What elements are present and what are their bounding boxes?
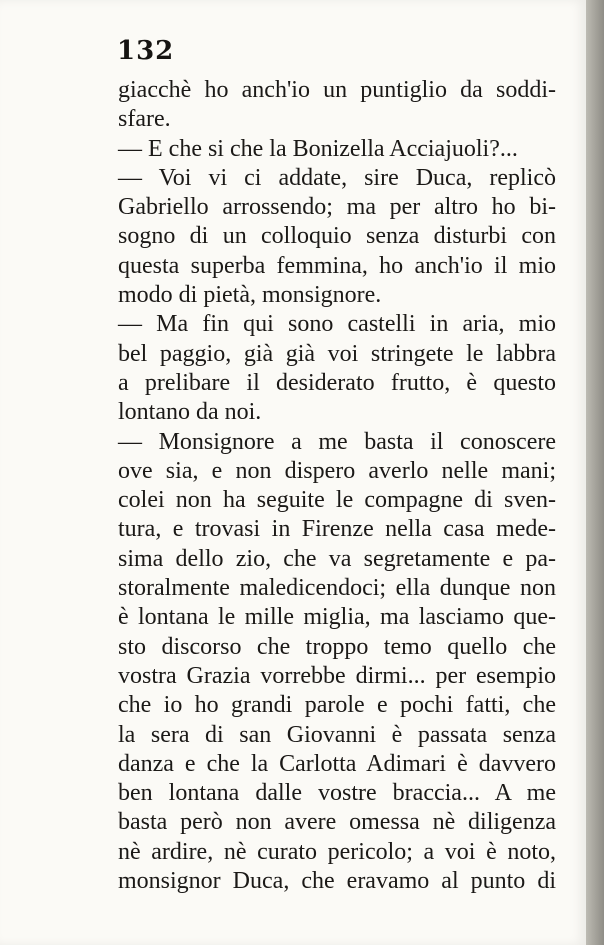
text-line: sfare. xyxy=(118,106,171,133)
text-line: colei non ha seguite le compagne di sven- xyxy=(118,487,556,514)
text-line: la sera di san Giovanni è passata senza xyxy=(118,721,556,748)
text-line: che io ho grandi parole e pochi fatti, che xyxy=(118,692,556,719)
text-line: — Voi vi ci addate, sire Duca, replicò xyxy=(118,164,556,191)
text-line: sogno di un colloquio senza disturbi con xyxy=(118,223,556,250)
text-line: è lontana le mille miglia, ma lasciamo que- xyxy=(118,604,556,631)
text-line: monsignor Duca, che eravamo al punto di xyxy=(118,868,556,895)
text-line: nè ardire, nè curato pericolo; a voi è noto, xyxy=(118,838,556,865)
text-line: storalmente maledicendoci; ella dunque non xyxy=(118,575,556,602)
text-line: tura, e trovasi in Firenze nella casa mede- xyxy=(118,516,556,543)
body-text xyxy=(118,76,556,896)
text-line: ben lontana dalle vostre braccia... A me xyxy=(118,780,556,807)
text-line: danza e che la Carlotta Adimari è davvero xyxy=(118,750,556,777)
text-line: giacchè ho anch'io un puntiglio da soddi- xyxy=(118,77,556,103)
text-line: modo di pietà, monsignore. xyxy=(118,282,382,309)
text-line: — Ma fin qui sono castelli in aria, mio xyxy=(118,311,556,338)
text-line: — Monsignore a me basta il conoscere xyxy=(118,428,556,455)
text-line: bel paggio, già già voi stringete le labbra xyxy=(118,340,556,367)
text-line: vostra Grazia vorrebbe dirmi... per esempio xyxy=(118,662,556,689)
text-line: — E che si che la Bonizella Acciajuoli?... xyxy=(118,135,518,162)
text-line: sto discorso che troppo temo quello che xyxy=(118,633,556,660)
text-line: ove sia, e non dispero averlo nelle mani; xyxy=(118,457,556,484)
text-line: Gabriello arrossendo; ma per altro ho bi- xyxy=(118,194,556,221)
page-number: 132 xyxy=(117,36,175,66)
text-line: sima dello zio, che va segretamente e pa- xyxy=(118,545,556,572)
text-line: a prelibare il desiderato frutto, è questo xyxy=(118,369,556,396)
text-line: basta però non avere omessa nè diligenza xyxy=(118,809,556,836)
text-line: questa superba femmina, ho anch'io il mio xyxy=(118,252,556,279)
page-edge xyxy=(586,0,604,945)
text-line: lontano da noi. xyxy=(118,399,262,426)
